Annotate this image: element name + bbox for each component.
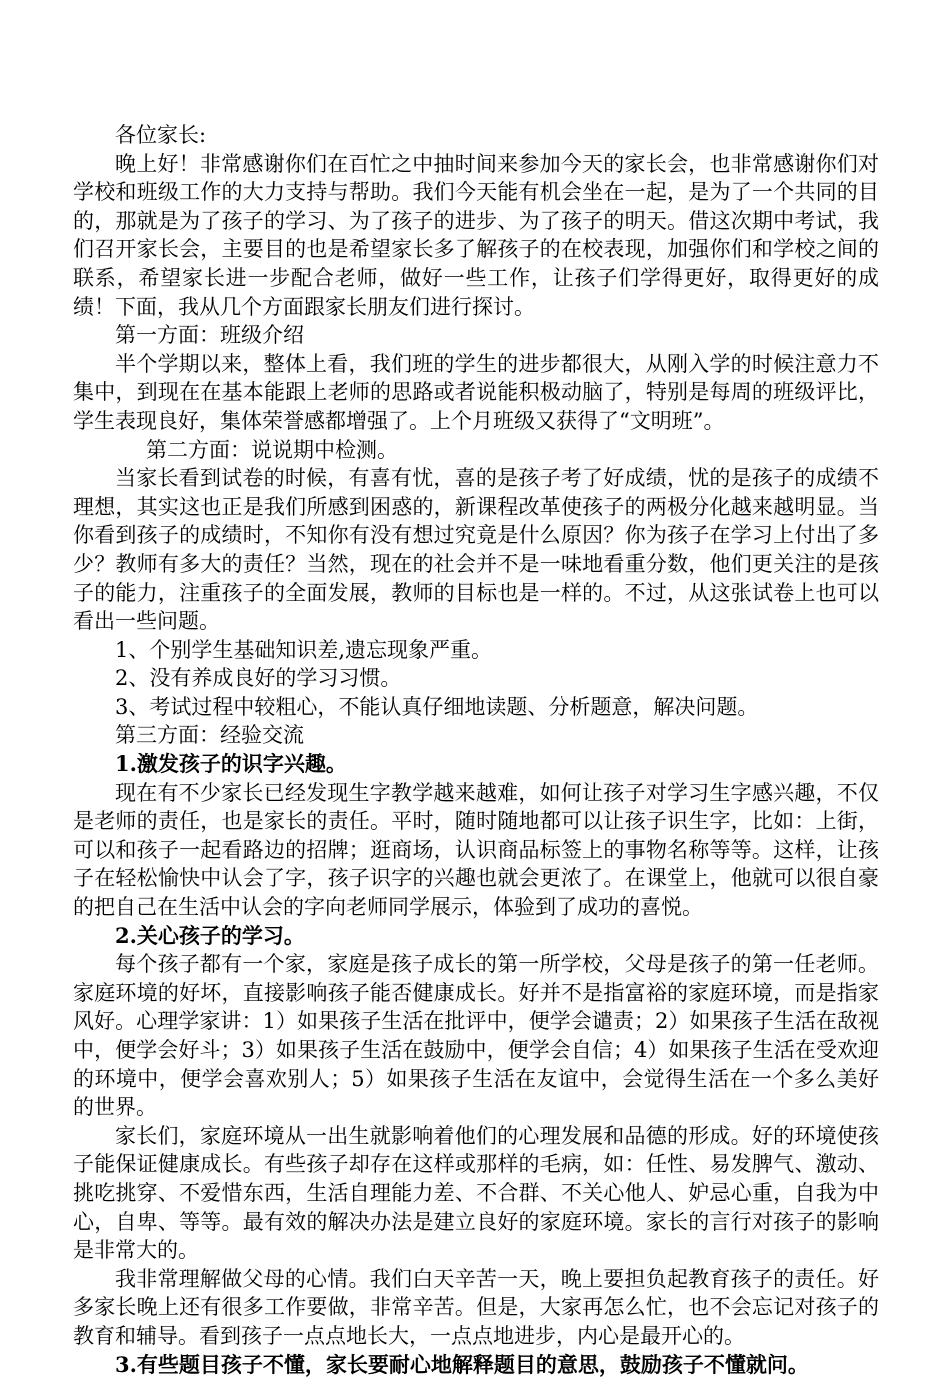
experience-paragraph-1: 现在有不少家长已经发现生字教学越来越难，如何让孩子对学习生字感兴趣，不仅是老师的责任，也是家长的责任。平时，随时随地都可以让孩子识生字，比如：上街，可以和孩子一起看路边的招牌；逛商场，认识商品标签上的事物名称等等。这样，让孩子在轻松愉快中认会了字，孩子识字的兴趣也就会更浓了。在课堂上，他就可以很自豪的把自己在生活中认会的字向老师同学展示，体验到了成功的喜悦。: [73, 780, 879, 920]
opening-paragraph: 晚上好！非常感谢你们在百忙之中抽时间来参加今天的家长会，也非常感谢你们对学校和班级工作的大力支持与帮助。我们今天能有机会坐在一起，是为了一个共同的目的，那就是为了孩子的学习、为了孩子的进步、为了孩子的明天。借这次期中考试，我们召开家长会，主要目的也是希望家长多了解孩子的在校表现，加强你们和学校之间的联系，希望家长进一步配合老师，做好一些工作，让孩子们学得更好，取得更好的成绩！下面，我从几个方面跟家长朋友们进行探讨。: [73, 151, 879, 319]
problem-item-1: 1、个别学生基础知识差,遗忘现象严重。: [115, 637, 493, 662]
midterm-paragraph: 当家长看到试卷的时候，有喜有忧，喜的是孩子考了好成绩，忧的是孩子的成绩不理想，其实这也正是我们所感到困惑的，新课程改革使孩子的两极分化越来越明显。当你看到孩子的成绩时，不知你有没有想过究竟是什么原因？你为孩子在学习上付出了多少？教师有多大的责任？当然，现在的社会并不是一味地看重分数，他们更关注的是孩子的能力，注重孩子的全面发展，教师的目标也是一样的。不过，从这张试卷上也可以看出一些问题。: [73, 466, 879, 634]
section-heading-experience: 第三方面：经验交流: [115, 723, 304, 748]
section-heading-midterm: 第二方面：说说期中检测。: [146, 437, 398, 462]
experience-heading-3: 3.有些题目孩子不懂，家长要耐心地解释题目的意思，鼓励孩子不懂就问。: [115, 1351, 809, 1377]
class-intro-paragraph: 半个学期以来，整体上看，我们班的学生的进步都很大，从刚入学的时候注意力不集中，到现在在基本能跟上老师的思路或者说能积极动脑了，特别是每周的班级评比，学生表现良好，集体荣誉感都增强了。上个月班级又获得了“文明班”。: [73, 351, 879, 433]
document-page: [73, 121, 879, 1379]
salutation: 各位家长:: [115, 123, 207, 147]
problem-item-2: 2、没有养成良好的学习习惯。: [115, 666, 402, 691]
section-heading-class-intro: 第一方面：班级介绍: [115, 323, 304, 348]
experience-paragraph-4: 我非常理解做父母的心情。我们白天辛苦一天，晚上要担负起教育孩子的责任。好多家长晚上还有很多工作要做，非常辛苦。但是，大家再怎么忙，也不会忘记对孩子的教育和辅导。看到孩子一点点地长大，一点点地进步，内心是最开心的。: [73, 1266, 879, 1348]
problem-item-3: 3、考试过程中较粗心，不能认真仔细地读题、分析题意，解决问题。: [115, 694, 759, 719]
experience-paragraph-3: 家长们，家庭环境从一出生就影响着他们的心理发展和品德的形成。好的环境使孩子能保证健康成长。有些孩子却存在这样或那样的毛病，如：任性、易发脾气、激动、挑吃挑穿、不爱惜东西，生活自理能力差、不合群、不关心他人、妒忌心重，自我为中心，自卑、等等。最有效的解决办法是建立良好的家庭环境。家长的言行对孩子的影响是非常大的。: [73, 1123, 879, 1263]
experience-paragraph-2: 每个孩子都有一个家，家庭是孩子成长的第一所学校，父母是孩子的第一任老师。家庭环境的好坏，直接影响孩子能否健康成长。好并不是指富裕的家庭环境，而是指家风好。心理学家讲：1）如果孩子生活在批评中，便学会谴责；2）如果孩子生活在敌视中，便学会好斗；3）如果孩子生活在鼓励中，便学会自信；4）如果孩子生活在受欢迎的环境中，便学会喜欢别人；5）如果孩子生活在友谊中，会觉得生活在一个多么美好的世界。: [73, 952, 879, 1120]
experience-heading-1: 1.激发孩子的识字兴趣。: [115, 751, 347, 777]
experience-heading-2: 2.关心孩子的学习。: [115, 922, 305, 948]
